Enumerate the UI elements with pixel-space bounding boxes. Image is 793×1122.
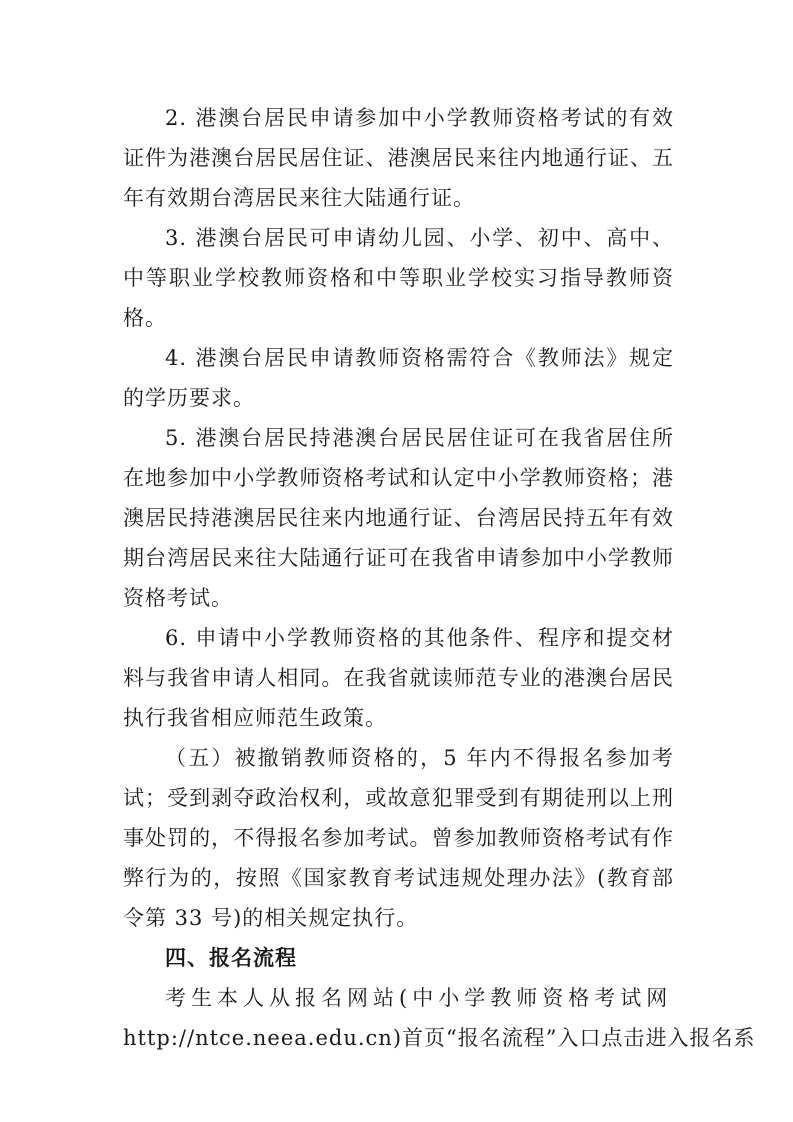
registration-text-line1: 考生本人从报名网站(中小学教师资格考试网 <box>165 986 673 1010</box>
paragraph-item-4: 4. 港澳台居民申请教师资格需符合《教师法》规定的学历要求。 <box>123 346 674 410</box>
paragraph-item-3: 3. 港澳台居民可申请幼儿园、小学、初中、高中、中等职业学校教师资格和中等职业学校实习指导教师资格。 <box>123 226 674 330</box>
registration-text-line2: http://ntce.neea.edu.cn)首页“报名流程”入口点击进入报名系 <box>123 1026 756 1050</box>
document-body <box>123 98 756 1058</box>
section-heading-registration-process: 四、报名流程 <box>165 946 297 970</box>
paragraph-item-2: 2. 港澳台居民申请参加中小学教师资格考试的有效证件为港澳台居民居住证、港澳居民来往内地通行证、五年有效期台湾居民来往大陆通行证。 <box>123 106 674 210</box>
paragraph-five: （五）被撤销教师资格的，5 年内不得报名参加考试；受到剥夺政治权利，或故意犯罪受到有期徒刑以上刑事处罚的，不得报名参加考试。曾参加教师资格考试有作弊行为的，按照《国家教育考试违规处理办法》(教育部令第 33 号)的相关规定执行。 <box>123 746 674 930</box>
paragraph-item-6: 6. 申请中小学教师资格的其他条件、程序和提交材料与我省申请人相同。在我省就读师范专业的港澳台居民执行我省相应师范生政策。 <box>123 626 674 730</box>
paragraph-item-5: 5. 港澳台居民持港澳台居民居住证可在我省居住所在地参加中小学教师资格考试和认定中小学教师资格；港澳居民持港澳居民往来内地通行证、台湾居民持五年有效期台湾居民来往大陆通行证可在我省申请参加中小学教师资格考试。 <box>123 426 674 610</box>
